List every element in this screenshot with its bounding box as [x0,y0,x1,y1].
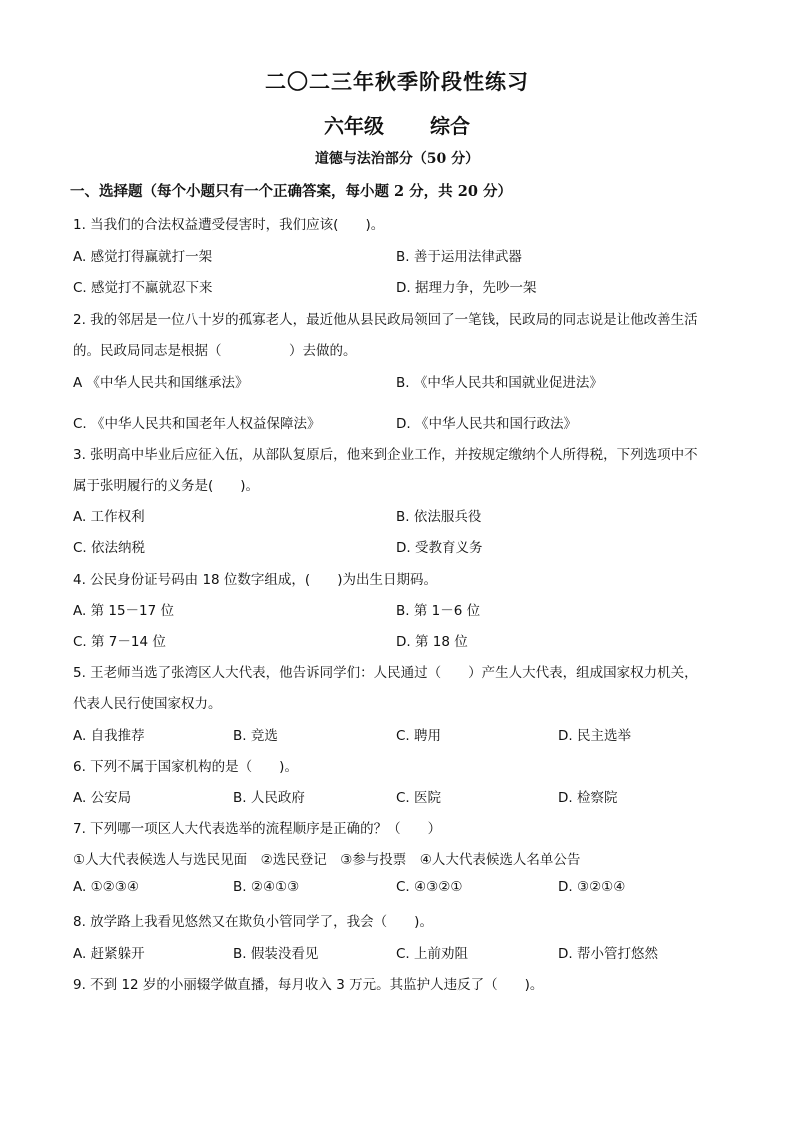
option-a: A. 自我推荐 [73,728,145,744]
option-a: A. 公安局 [73,790,132,806]
option-c: C. ④③②① [396,879,463,895]
option-b: B. ②④①③ [233,879,300,895]
option-c: C. 第 7－14 位 [73,634,166,650]
part-title: 道德与法治部分（50 分） [314,151,480,167]
option-b: B. 第 1－6 位 [396,603,481,619]
question-stem: 4. 公民身份证号码由 18 位数字组成，( )为出生日期码。 [73,572,437,588]
question-stem-continued: ①人大代表候选人与选民见面 ②选民登记 ③参与投票 ④人大代表候选人名单公告 [73,852,581,868]
section-heading: 一、选择题（每个小题只有一个正确答案，每小题 2 分，共 20 分） [70,183,512,200]
option-d: D. ③②①④ [558,879,626,895]
option-a: A. 工作权利 [73,509,145,525]
option-b: B. 善于运用法律武器 [396,249,522,265]
option-c: C. 《中华人民共和国老年人权益保障法》 [73,416,321,432]
document-title: 二〇二三年秋季阶段性练习 [265,69,529,94]
option-a: A. 赶紧躲开 [73,946,145,962]
option-b: B. 假装没看见 [233,946,319,962]
option-d: D. 帮小管打悠然 [558,946,658,962]
option-c: C. 医院 [396,790,442,806]
option-a: A 《中华人民共和国继承法》 [73,375,249,391]
option-d: D. 《中华人民共和国行政法》 [396,416,577,432]
option-a: A. ①②③④ [73,879,139,895]
option-d: D. 检察院 [558,790,618,806]
question-stem: 6. 下列不属于国家机构的是（ )。 [73,759,298,775]
option-c: C. 上前劝阻 [396,946,469,962]
option-d: D. 民主选举 [558,728,631,744]
option-b: B. 《中华人民共和国就业促进法》 [396,375,603,391]
grade-subject-line [0,110,794,139]
question-stem: 3. 张明高中毕业后应征入伍，从部队复原后，他来到企业工作，并按规定缴纳个人所得税，下列选项中不 [73,447,698,463]
option-b: B. 人民政府 [233,790,305,806]
question-stem: 7. 下列哪一项区人大代表选举的流程顺序是正确的？（ ） [73,821,442,837]
question-stem-continued: 的。民政局同志是根据（ ）去做的。 [73,343,357,359]
option-a: A. 感觉打得赢就打一架 [73,249,213,265]
option-c: C. 感觉打不赢就忍下来 [73,280,213,296]
option-c: C. 聘用 [396,728,442,744]
option-b: B. 竞选 [233,728,278,744]
question-stem: 9. 不到 12 岁的小丽辍学做直播，每月收入 3 万元。其监护人违反了（ )。 [73,977,544,993]
question-stem-continued: 代表人民行使国家权力。 [73,696,222,712]
option-b: B. 依法服兵役 [396,509,482,525]
option-d: D. 据理力争，先吵一架 [396,280,537,296]
grade-label: 六年级 [324,114,384,138]
option-d: D. 受教育义务 [396,540,483,556]
option-a: A. 第 15－17 位 [73,603,175,619]
question-stem: 2. 我的邻居是一位八十岁的孤寡老人，最近他从县民政局领回了一笔钱，民政局的同志说是让他改善生活 [73,312,698,328]
option-d: D. 第 18 位 [396,634,468,650]
subject-label: 综合 [430,114,470,138]
question-stem-continued: 属于张明履行的义务是( )。 [73,478,260,494]
question-stem: 5. 王老师当选了张湾区人大代表，他告诉同学们：人民通过（ ）产生人大代表，组成国家权力机关， [73,665,698,681]
question-stem: 8. 放学路上我看见悠然又在欺负小管同学了，我会（ )。 [73,914,433,930]
option-c: C. 依法纳税 [73,540,146,556]
question-stem: 1. 当我们的合法权益遭受侵害时，我们应该( )。 [73,217,385,233]
